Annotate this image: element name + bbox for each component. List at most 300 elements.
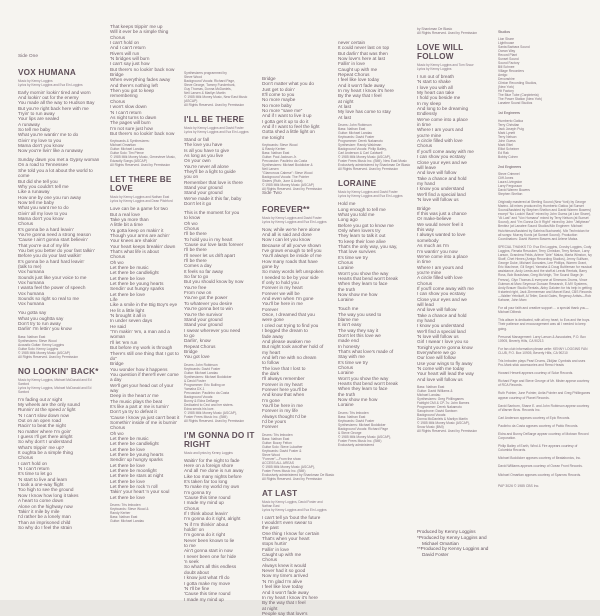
lyric-line: Vox humana: [18, 290, 45, 296]
credit-line: Music by Kenny Loggins and Nathan East: [110, 195, 170, 200]
lyric-line: Where I am yours and: [417, 127, 464, 133]
fineprint-line: Sunset Sound: [498, 57, 519, 62]
mastering-paragraph: Originally mastered at Sterling Sound (New York) by George Marino. All mixes produced by Humberto Gatica (at Sunset Sound/Assisted by Stephen Shelton and David Warren Bowers) except "No Lookin' Back" mixed by John Guess (at Lion Share), "At Last" and "Vox Humana" mixed by Terry Nelson (at Sunset Sound), and "I'm Gonna Do It Right" mixed by John "Jellybean" Benitez (at Lanatee Sound Studios/Mix Engineer: Michael Hutchinson/Assisted by Sabrina Buchanek). Mix Technician for all songs: Murray Kunis (at Sunset Sound). Production Coordinators: David Warren Bowers and Arlene Matza.: [498, 199, 591, 241]
credit-line: Music by Kenny Loggins and Tom Snow: [417, 63, 474, 67]
fineprint-line: All Rights Reserved. Used by Permission: [110, 163, 171, 168]
lyric-line: 'Cause our love lasts forever: [184, 242, 244, 248]
lyric-line: Forever: [262, 306, 279, 312]
credit-line: Music by Kenny Loggins, David Foster and: [262, 499, 323, 504]
fineprint-line: Terry Christian: [498, 122, 520, 127]
musician-credits: [262, 143, 336, 191]
lyric-line: Only when lovers try: [338, 227, 381, 233]
lyric-line: And please awaken me: [262, 338, 311, 344]
lyric-line: Rivers will run: [110, 50, 140, 56]
fineprint-line: Keyboards: David Foster: [338, 135, 375, 140]
fineprint-line: Guitar: Buzzy Feiton: [262, 440, 292, 445]
lyric-line: Is all you have to give: [184, 147, 230, 153]
lyric-line: Then you got to keep remembering: [110, 88, 155, 99]
lyric-line: 'n seek: [184, 559, 199, 565]
fineprint-line: Synthesizers: Greg Phillinganes: [417, 397, 464, 402]
lyric-line: At last: [338, 104, 352, 110]
musician-credits-cont: [417, 27, 495, 35]
lyric-line: Tonight you're gonna know: [417, 344, 473, 350]
fineprint-line: All Rights Reserved. Used by Permission: [417, 31, 478, 35]
lyric-line: Forever in my heart: [262, 381, 303, 387]
lyric-line: Racin' to beat the night: [18, 423, 66, 429]
lyric-line: I know you understand: [417, 323, 465, 329]
lyric-line: Let there be music: [110, 436, 149, 441]
fineprint-line: Amigo: [498, 73, 508, 78]
lyric-line: Loraine: [338, 370, 354, 376]
lyric-line: Don't let this love we: [338, 332, 381, 338]
lyric-line: How one by one you run away: [18, 194, 82, 200]
lyric-line: Now you're livin' like a runaway: [18, 148, 83, 154]
lyric-line: fade away: [262, 333, 284, 339]
fineprint-line: Synthesizers: Steve Wood: [18, 338, 57, 343]
lyric-line: No more "save me": [262, 108, 303, 114]
lyric-line: At last: [338, 114, 352, 120]
lyrics-love-will-follow: [417, 74, 495, 382]
lyric-line: If you'll come away with me: [417, 285, 474, 291]
fineprint-line: Ed Rak: [498, 150, 509, 155]
lyric-line: Let there be love: [110, 446, 145, 452]
lyric-line: you're mine: [417, 269, 442, 275]
lyric-line: And there's nothing left: [110, 82, 158, 88]
lyric-line: Ain't gonna start in now: [184, 548, 233, 554]
lyric-line: To keep their love alive: [338, 238, 386, 244]
studios-list: [498, 37, 592, 105]
lyric-line: A heart to come down: [18, 498, 64, 504]
lyric-line: Let there be young hearts: [110, 281, 164, 287]
lyric-line: Your heart will lead the way: [417, 371, 474, 377]
lyric-line: If I think about leavin': [184, 511, 228, 517]
song-title-loraine: LORAINE: [338, 179, 377, 189]
musician-credits: [262, 433, 336, 481]
lyric-line: 'N love will follow us: [417, 196, 459, 202]
lyric-line: You wonder how it happens: [110, 366, 168, 372]
fineprint-line: © 1985 Milk Money Music (ASCAP),: [417, 421, 470, 426]
lyric-line: No more maybe: [262, 97, 296, 103]
lyric-line: Forever in my life: [262, 408, 298, 414]
fineprint-line: Synthesizers programmed by: [184, 71, 227, 75]
support-paragraph: For all your faith and creative support ... a special thank you— Michael Dilbeck: [498, 306, 589, 315]
lyric-line: Chorus: [184, 505, 200, 511]
fineprint-line: Mark Ettel: [498, 142, 513, 147]
lyric-line: "I'm makin' 'em, a man and a woman: [110, 329, 170, 340]
lyric-line: Mama don't you know: [18, 215, 64, 221]
lyric-line: Somethin' inside of me is burnin': [110, 419, 178, 425]
lyric-line: Ya gotta keep on makin' it: [110, 227, 164, 233]
lyric-line: Always thought I'd be: [262, 413, 307, 419]
lyric-line: Stand or fall: [184, 137, 210, 142]
lyric-line: Comes a day: [184, 263, 212, 269]
lyric-line: never certain: [338, 40, 366, 45]
lyrics-im-gonna-do-it-right: [184, 458, 260, 602]
lyric-line: And long to be dreaming: [417, 106, 469, 112]
lyric-line: Sendin' out hungry sparks: [110, 286, 165, 292]
lyric-line: Darlin', know: [184, 338, 211, 344]
lyrics-no-lookin-back: [18, 397, 102, 531]
lyric-line: She told you a lot about the world to come: [18, 167, 93, 179]
song-title-ill-be-there: I'LL BE THERE: [184, 115, 245, 124]
lyric-line: No more baby: [262, 102, 292, 108]
credit-line: Lyrics by Kenny Loggins, Michael McDonald and Ed Sanford: [18, 385, 92, 394]
lyric-line: So why don't I understand: [18, 439, 73, 445]
fineprint-line: Saxophone: David Sanborn: [417, 409, 458, 414]
lyric-line: That keeps trippin' me up: [110, 24, 163, 29]
fineprint-line: Bobby Cohen: [498, 154, 518, 159]
lyric-line: They learn to talk it out: [338, 233, 386, 239]
fineprint-line: Programmer: Derek Nakamoto: [417, 405, 462, 410]
lyric-line: As much as I'm: [417, 243, 449, 249]
lyric-line: There's still one thing that I got to do": [110, 350, 179, 361]
second-engineers-list: [498, 172, 592, 196]
fineprint-line: Humberto Gatica: [498, 118, 523, 123]
lyric-line: Remember that love is there: [184, 179, 243, 185]
fineprint-line: Edna sends his love.: [184, 406, 215, 411]
lyric-line: Let there be moonlight: [110, 468, 157, 474]
lyric-line: the truth: [338, 286, 356, 292]
lyric-line: And left me with no dream: [262, 354, 317, 360]
fineprint-line: Sisters (Ruth, June & Anita): [262, 179, 303, 184]
musician-credits: [110, 503, 182, 523]
lyric-line: I wouldn't even swear to: [262, 520, 313, 526]
lyric-line: Love can be a game for two: [110, 206, 168, 212]
fineprint-line: Bass: Nathan East: [338, 127, 366, 132]
fineprint-line: Synthesizers: Michael Boddicker: [338, 422, 386, 427]
lyric-line: Oh wo: [184, 220, 198, 226]
lyric-line: I never been one for hide: [184, 553, 237, 559]
song-credit: [262, 500, 336, 512]
credit-line: Lyrics by Kenny Loggins and Eva Ein Loggins: [262, 507, 327, 512]
lyric-line: That love survives: [338, 249, 376, 255]
musician-credits: [184, 363, 260, 423]
lyric-line: We'll get your head out of your way: [110, 382, 174, 393]
song-title-let-there-be-love: LET THERE BE LOVE: [110, 175, 172, 194]
lyric-line: Before you got to know me: [338, 222, 394, 228]
lyric-line: We'll find a special land: [417, 328, 466, 334]
fineprint-line: Jack Joseph Puig: [498, 126, 524, 131]
fineprint-line: © 1985 Milk Money Music (ASCAP),: [262, 464, 315, 469]
fineprint-line: Programmer: Derek Nakamoto: [338, 139, 383, 144]
lyric-line: Close your eyes and we: [417, 296, 468, 302]
courtesy-paragraph: Carl Anderson appears courtesy of Epic Records.: [498, 415, 571, 420]
fineprint-line: Foster Frees Music Inc. (BMI): [262, 468, 306, 473]
lyric-line: 'Cause this time round: [184, 495, 231, 500]
lyric-line: I wanta feel the power of speech: [18, 285, 86, 291]
lyric-line: No matter where I'm goin': [18, 428, 72, 434]
lyric-line: You're the survivor: [184, 311, 223, 317]
fineprint-line: Dedicated to Ceci and her sisters.: [184, 402, 234, 407]
lyric-line: 'N come with me today: [417, 366, 465, 372]
lyric-line: Chorus: [18, 455, 34, 461]
fineprint-line: Foster Frees Music Inc. (BMI): [184, 414, 228, 419]
lyric-line: But you're right back here with me: [18, 105, 89, 111]
song-title-love-will-follow: LOVE WILL FOLLOW: [417, 43, 464, 61]
lyric-line: What you want me to do: [18, 205, 69, 211]
song-title-im-gonna-do-it-right: I'M GONNA DO IT RIGHT: [184, 430, 255, 449]
lyric-line: Chorus: [110, 34, 126, 40]
lyric-line: You've got the power: [184, 295, 228, 301]
musician-credits: [338, 123, 414, 171]
fineprint-line: & Steve George: [338, 430, 362, 435]
fineprint-line: Fairlight CMI & CP-7s: John Barnes: [417, 401, 470, 406]
lyric-line: Bridge: [417, 205, 431, 211]
lyric-line: stops hurtin': [262, 541, 288, 547]
lyric-line: Fallin' in love: [262, 546, 289, 552]
lyric-line: Chorus: [417, 280, 433, 286]
lyric-line: But there's no lookin' back now: [110, 66, 175, 72]
lyric-line: And love will follow: [417, 170, 457, 176]
lyric-line: That's what life is about: [110, 248, 159, 254]
lyric-line: you on: [184, 174, 199, 180]
lyric-line: We'll find a special land: [417, 191, 466, 197]
lyric-line: We would never feel it: [417, 221, 464, 227]
lyrics-let-there-be-love: [110, 206, 182, 500]
lyric-line: Take ya more than: [110, 216, 149, 222]
fineprint-line: The Power Station (New York): [498, 97, 543, 102]
lyric-line: Stay with me: [338, 354, 365, 360]
lyric-line: I'll always remember: [262, 376, 305, 382]
lyrics-ill-be-there: [184, 137, 260, 360]
lyric-line: my heart: [262, 349, 281, 355]
lyric-line: Darlin' I'm lettin' you know: [18, 326, 72, 332]
lyric-line: You gotta say: [18, 310, 47, 316]
lyric-line: If you'll come away with me: [417, 148, 474, 154]
lyric-line: Don't matter what you do: [262, 81, 314, 87]
fineprint-line: Background Vocals:: [417, 413, 447, 418]
lyric-line: Now, while we're here alone: [262, 226, 321, 232]
lyric-line: Hold me: [338, 201, 356, 207]
lyric-line: My heart can take: [417, 90, 455, 96]
lyric-line: 'Cause this time round: [184, 591, 231, 597]
lyric-line: Let there be love: [110, 462, 145, 468]
lyric-line: Won't you show the way: [338, 270, 389, 276]
lyric-line: What you told me: [338, 211, 375, 217]
fineprint-line: All Rights Reserved. Used by Permission: [184, 103, 245, 107]
lyric-line: Tryin' to run away: [18, 110, 55, 116]
lyric-line: Sendin' up hungry sparks: [110, 457, 163, 463]
lyric-line: Don't ya try to defeat it: [110, 409, 157, 415]
fineprint-line: Michael Omartian: [110, 143, 136, 148]
courtesy-paragraph: Michael Boddicker appears courtesy of Beatabonics, Inc.: [498, 456, 582, 461]
lyric-line: Don't try to run away: [18, 320, 61, 326]
fineprint-line: Exclusively administered by Shankman De Blasio: [338, 163, 411, 168]
credit-line: Music by Kenny Loggins and David Foster: [338, 190, 398, 195]
lyric-line: Let there be love: [110, 494, 145, 500]
lyric-line: Touch me: [338, 306, 359, 312]
fineprint-line: Synthesizer: Randy Waldman: [338, 143, 382, 148]
fineprint-line: Background Vocals: Richard Page,: [184, 79, 235, 83]
lyric-line: And know that when: [262, 392, 305, 398]
lyric-line: You made all the way to Hudson Bay: [18, 100, 95, 106]
lyric-line: you're mine: [417, 132, 442, 138]
lyric-line: You're free: [184, 284, 207, 290]
fineprint-line: All Rights Reserved. Used by Permission: [417, 429, 478, 434]
lyric-line: Let there be love: [110, 478, 145, 484]
lyric-line: I know just what I'll do: [184, 575, 230, 581]
fineprint-line: Donna McDaniels & Marilyn Martin: [417, 417, 468, 422]
lyric-line: Sounds so right so real to me: [18, 296, 79, 302]
lyric-line: Caught up with me: [262, 552, 302, 558]
fineprint-line: Carl Anderson & Carl Caldwell: [338, 151, 383, 156]
credit-line: Lyrics by Kenny Loggins and Eva Ein Loggins: [18, 82, 83, 87]
lyric-line: Never had it so good: [262, 568, 306, 574]
fineprint-line: Drums: Tris Imboden: [338, 410, 369, 415]
lyric-line: Let there be candlelight: [110, 441, 159, 447]
lyric-line: at night: [338, 98, 354, 104]
lyric-line: He lit a little light: [110, 307, 145, 313]
lyric-line: And it won't fade away: [262, 589, 309, 595]
fineprint-line: Record Plant: [498, 53, 518, 58]
lyric-line: Bridge: [184, 348, 198, 354]
produced-by-notes: [417, 529, 495, 558]
lyric-line: I run out of breath: [417, 74, 455, 79]
fineprint-line: Drums: John Robinson: [338, 123, 372, 128]
lyric-line: We've made it this far, baby: [184, 195, 242, 201]
fineprint-line: Synthesizers: Michael Boddicker: [184, 374, 232, 379]
lyric-line: So tell me baby: [18, 126, 51, 132]
lyric-line: I'll be there: [184, 258, 207, 264]
courtesy-paragraph: David Williams appears courtesy of Ocean Front Records.: [498, 464, 583, 469]
song-title-forever: FOREVER**: [262, 204, 310, 214]
lyric-line: You'll be here in me: [262, 301, 303, 307]
dedication-paragraph: This album is dedicated, with all my heart, to Eva and the boys. Their patience and encouragement was all I needed to keep going.: [498, 318, 591, 331]
lyric-line: What you oughtta say: [18, 315, 64, 321]
lyric-line: Stand your ground: [184, 185, 223, 191]
lyric-line: I've grown enough to tell you: [262, 248, 322, 253]
fineprint-line: Foster Frees Music Inc. (BMI): [338, 438, 382, 443]
credit-line: Lyrics by Kenny Loggins: [417, 67, 452, 71]
lyric-line: Early mornin' lookin' tired and worn: [18, 89, 91, 95]
lyric-line: One thing I know for certain: [262, 530, 320, 536]
fineprint-line: Steve George, Tommy Funderburk,: [184, 83, 236, 87]
lyric-line: to follow: [262, 360, 280, 366]
fineprint-line: Guitar: David Williams &: [417, 389, 453, 394]
lyric-line: the past: [262, 525, 279, 531]
lyric-line: Why you couldn't tell me: [18, 183, 69, 189]
lyric-line: And if I want to feel the light: [262, 124, 320, 130]
lyric-line: 'Cause I ain't gonna start believin': [18, 237, 88, 243]
lyric-line: Just get to doin': [262, 86, 295, 92]
fineprint-line: "Forever"—From the show: [262, 456, 301, 461]
lyric-line: 'N I can't slow down now: [18, 412, 70, 418]
lyric-line: I'm gone: [262, 397, 280, 403]
lyric-line: (talk to me): [18, 264, 42, 269]
lyric-line: Chorus: [184, 226, 200, 231]
musician-credits: [338, 411, 414, 447]
lyric-line: Let there be love: [110, 291, 145, 297]
lyric-line: Let there be stars at night: [110, 473, 164, 479]
lyrics-im-gonna-do-it-right-cont: [262, 76, 336, 140]
lyric-line: You're gonna bet to win: [184, 306, 233, 312]
lyric-line: Chorus: [18, 221, 34, 227]
fan-club-paragraph: For fan club information please write: KENNY LOGGINS FAN CLUB, P.O. Box 10905, Beverly Hills, CA 90210: [498, 346, 588, 355]
lyric-line: Bridge: [110, 72, 124, 78]
lyric-line: Once, I dreamed that you: [262, 312, 315, 318]
lyric-line: Let there be young hearts: [110, 452, 164, 458]
lyric-line: I'm not sure just how: [110, 125, 153, 131]
courtesy-paragraph: Ruth Pointer, June Pointer, Anita Pointer and Greg Phillinganes appear courtesy of Planet Records.: [498, 391, 591, 400]
lyric-line: will leave: [417, 164, 437, 170]
fineprint-line: Steve Wood: [184, 75, 202, 79]
drums-endorsement-paragraph: Tris Imboden plays Pearl Drums, Zildjian Cymbals and uses Pro-Mark stick accessories and Remo Heads: [498, 358, 586, 368]
lyric-line: Your knees are shakin': [110, 238, 158, 244]
lyric-line: Long ago: [338, 217, 358, 223]
lyric-line: Loraine: [338, 297, 354, 303]
song-credit: [417, 63, 495, 71]
lyric-line: Hearts that bend won't break: [338, 275, 398, 281]
first-engineers-heading: 1st Engineers: [498, 111, 520, 116]
lyric-line: That you're out of my life: [18, 242, 70, 248]
lyric-line: the dark: [262, 370, 279, 376]
credit-line: Nathan East: [262, 503, 280, 508]
lyric-line: Oh wo: [110, 259, 124, 265]
text-column-3: [184, 68, 260, 602]
lyric-line: It'll come to you: [262, 92, 295, 98]
lyric-line: Chorus: [110, 425, 126, 431]
fineprint-line: Guitar: Michael Landau: [184, 370, 219, 375]
fineprint-line: Guitar Solo: Steve Lukather: [262, 444, 303, 449]
fineprint-line: Bass: Nathan East: [338, 414, 366, 419]
lyric-line: In my sleep: [417, 100, 441, 106]
lyric-line: A runaway: [18, 121, 40, 127]
lyric-line: When they learn to face: [338, 386, 388, 392]
fineprint-line: Programmer: Eric Bulling on: [184, 382, 226, 387]
fineprint-line: Clinton Recording Studios,: [498, 81, 538, 86]
courtesy-paragraph: Paulinho da Costa appears courtesy of Pablo Records.: [498, 423, 579, 428]
fineprint-line: Lion Share: [498, 37, 514, 42]
fineprint-line: Santa Barbara Sound: [498, 45, 530, 50]
fineprint-line: & David Foster: [184, 378, 206, 383]
text-column-1: [18, 54, 102, 530]
lyric-line: What's trippin' me up?: [18, 444, 65, 450]
lyric-line: So why do I feel the strain: [18, 524, 72, 530]
lyric-line: Out on an open road: [18, 418, 62, 423]
lyric-line: 'N I can't return: [18, 466, 50, 472]
lyric-line: I can show you ecstasy: [417, 291, 466, 297]
fineprint-line: © 1985 Milk Money Music, New East Music (ASCAP): [184, 95, 248, 103]
lyric-line: I'll let 'em run: [110, 339, 138, 345]
fineprint-line: Terry Nelson: [498, 134, 517, 139]
lyric-line: But darlin' that was then: [338, 50, 388, 56]
lyric-line: A circle filled with love: [417, 138, 463, 144]
lyric-line: Now I know how long it takes: [18, 492, 79, 498]
lyric-line: I needed to be by your side: [262, 274, 319, 280]
lyric-line: the truth: [338, 391, 356, 397]
lyric-line: It's taken far too long: [184, 478, 228, 484]
lyric-line: And I can't return: [110, 45, 146, 51]
fineprint-line: Background Vocals: The Pointer: [262, 175, 310, 180]
fineprint-line: Bill Schnee: [498, 65, 515, 70]
lyric-line: Everywhere we go: [417, 350, 456, 356]
lyric-line: And all is said and done: [262, 231, 312, 237]
lyric-line: This is the moment for you: [184, 209, 240, 215]
lyric-line: I gotta make my move: [184, 580, 231, 586]
musician-credits: [110, 139, 182, 167]
lyric-line: People say that love's: [262, 610, 308, 616]
lyric-line: And love will follow: [417, 307, 457, 313]
fineprint-line: Drums: Tris Imboden: [262, 432, 293, 437]
lyric-line: to go: [184, 332, 195, 338]
song-credit: [18, 378, 102, 394]
lyric-line: I'm gonna try: [184, 489, 211, 495]
song-credit: [184, 451, 260, 455]
musician-credits-cont: [184, 71, 260, 107]
studios-heading: Studios: [498, 30, 510, 34]
fineprint-line: Larry Fergusson: [498, 183, 523, 188]
lyric-line: I know you understand: [417, 186, 465, 192]
